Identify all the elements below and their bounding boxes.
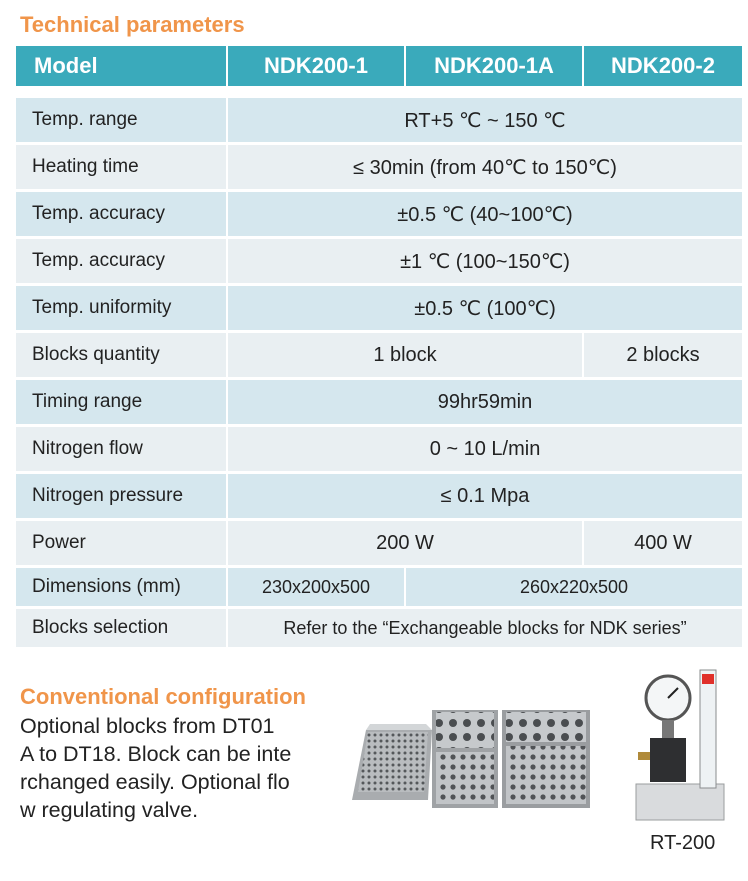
- technical-parameters-title: Technical parameters: [20, 12, 245, 37]
- row-value-a: 1 block: [228, 333, 582, 377]
- row-value-a: 230x200x500: [228, 568, 404, 606]
- row-label: Timing range: [16, 380, 226, 424]
- row-value-b: 400 W: [584, 521, 742, 565]
- table-row: [16, 239, 742, 283]
- row-label: Power: [16, 521, 226, 565]
- table-row: [16, 98, 742, 142]
- row-value: ±0.5 ℃ (40~100℃): [228, 192, 742, 236]
- row-label: Temp. accuracy: [16, 192, 226, 236]
- row-label: Nitrogen flow: [16, 427, 226, 471]
- table-row: [16, 380, 742, 424]
- description-line: rchanged easily. Optional flo: [20, 770, 290, 794]
- table-row: [16, 521, 742, 565]
- row-value: ±0.5 ℃ (100℃): [228, 286, 742, 330]
- row-value-a: 200 W: [228, 521, 582, 565]
- table-row: [16, 427, 742, 471]
- parameters-table: [14, 43, 744, 650]
- table-row: [16, 286, 742, 330]
- heating-blocks-image: [348, 702, 610, 812]
- flow-regulating-valve-image: [632, 664, 728, 824]
- description-line: A to DT18. Block can be inte: [20, 742, 292, 766]
- row-value: ≤ 0.1 Mpa: [228, 474, 742, 518]
- row-label: Dimensions (mm): [16, 568, 226, 606]
- row-label: Heating time: [16, 145, 226, 189]
- row-value-b: 260x220x500: [406, 568, 742, 606]
- row-label: Temp. uniformity: [16, 286, 226, 330]
- conventional-configuration-title: Conventional configuration: [20, 684, 306, 709]
- row-label: Nitrogen pressure: [16, 474, 226, 518]
- header-ndk200-1a: NDK200-1A: [406, 46, 582, 86]
- row-value-b: 2 blocks: [584, 333, 742, 377]
- header-row: [16, 46, 742, 86]
- row-value: 99hr59min: [228, 380, 742, 424]
- row-value: RT+5 ℃ ~ 150 ℃: [228, 98, 742, 142]
- row-label: Temp. range: [16, 98, 226, 142]
- description-line: w regulating valve.: [20, 798, 199, 822]
- table-row: [16, 609, 742, 647]
- row-value: ±1 ℃ (100~150℃): [228, 239, 742, 283]
- table-row: [16, 568, 742, 606]
- row-value: 0 ~ 10 L/min: [228, 427, 742, 471]
- header-model: Model: [16, 46, 226, 86]
- row-label: Blocks selection: [16, 609, 226, 647]
- table-row: [16, 333, 742, 377]
- header-ndk200-1: NDK200-1: [228, 46, 404, 86]
- description-line: Optional blocks from DT01: [20, 714, 275, 738]
- table-row: [16, 192, 742, 236]
- configuration-description: [20, 712, 340, 824]
- table-row: [16, 474, 742, 518]
- row-value: ≤ 30min (from 40℃ to 150℃): [228, 145, 742, 189]
- row-value: Refer to the “Exchangeable blocks for NDK series”: [228, 609, 742, 647]
- row-label: Blocks quantity: [16, 333, 226, 377]
- row-label: Temp. accuracy: [16, 239, 226, 283]
- table-row: [16, 145, 742, 189]
- header-ndk200-2: NDK200-2: [584, 46, 742, 86]
- valve-caption: RT-200: [650, 832, 716, 854]
